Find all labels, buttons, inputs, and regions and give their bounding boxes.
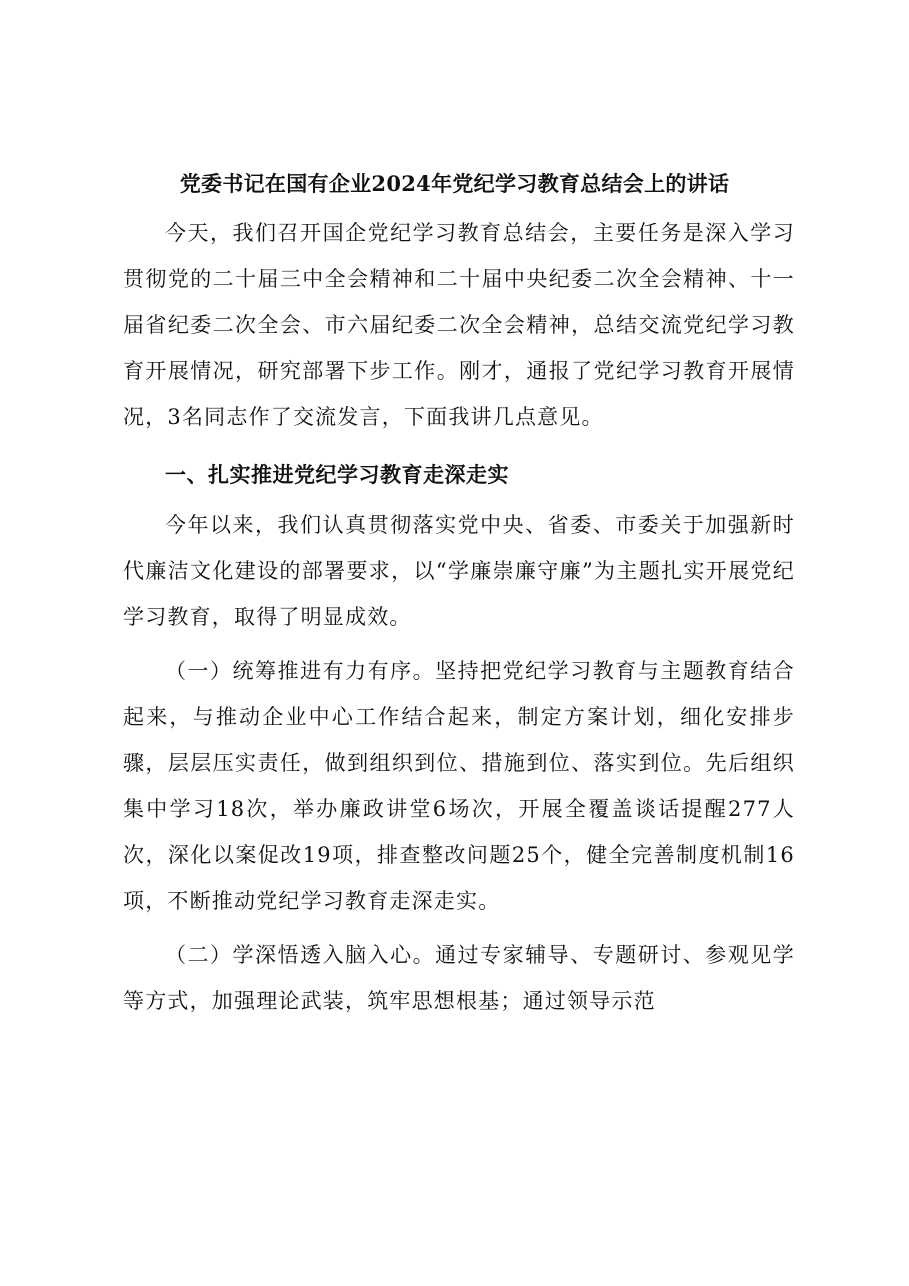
section-heading: 一、扎实推进党纪学习教育走深走实 [165, 463, 509, 487]
document-body [123, 210, 795, 1024]
section-intro-paragraph: 今年以来，我们认真贯彻落实党中央、省委、市委关于加强新时代廉洁文化建设的部署要求，以“学廉崇廉守廉”为主题扎实开展党纪学习教育，取得了明显成效。 [123, 513, 795, 629]
point-paragraph-1: （一）统筹推进有力有序。坚持把党纪学习教育与主题教育结合起来，与推动企业中心工作结合起来，制定方案计划，细化安排步骤，层层压实责任，做到组织到位、措施到位、落实到位。先后组织集中学习18次，举办廉政讲堂6场次，开展全覆盖谈话提醒277人次，深化以案促改19项，排查整改问题25个，健全完善制度机制16项，不断推动党纪学习教育走深走实。 [123, 659, 795, 913]
document-title: 党委书记在国有企业2024年党纪学习教育总结会上的讲话 [179, 171, 730, 196]
paragraph-gap [123, 640, 795, 648]
point-paragraph-2: （二）学深悟透入脑入心。通过专家辅导、专题研讨、参观见学等方式，加强理论武装，筑牢思想根基；通过领导示范 [123, 943, 795, 1013]
paragraph-gap [123, 440, 795, 448]
paragraph-gap [123, 924, 795, 932]
intro-paragraph: 今天，我们召开国企党纪学习教育总结会，主要任务是深入学习贯彻党的二十届三中全会精神和二十届中央纪委二次全会精神、十一届省纪委二次全会、市六届纪委二次全会精神，总结交流党纪学习教育开展情况，研究部署下步工作。刚才，通报了党纪学习教育开展情况，3名同志作了交流发言，下面我讲几点意见。 [123, 221, 795, 429]
